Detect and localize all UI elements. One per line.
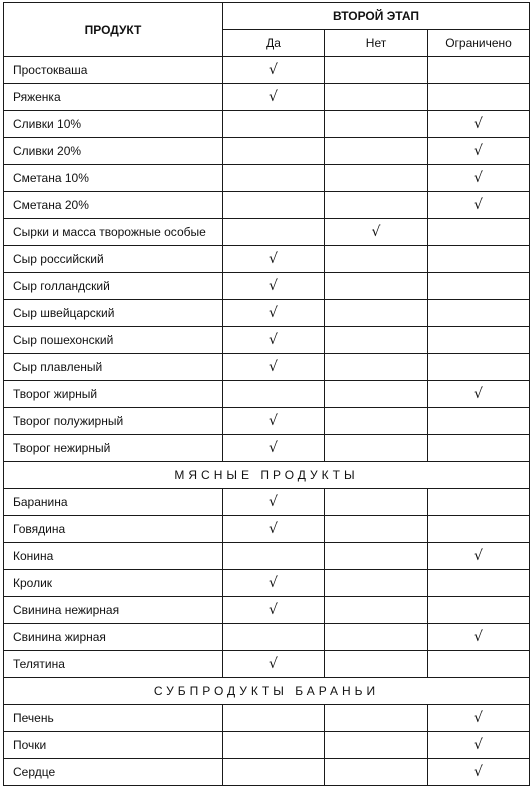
- cell-yes: [223, 651, 325, 678]
- header-no: Нет: [325, 30, 428, 57]
- product-name: Сыр плавленый: [4, 354, 223, 381]
- table-row: [4, 219, 530, 246]
- table-row: [4, 327, 530, 354]
- cell-limited: [428, 354, 530, 381]
- product-name: Творог полужирный: [4, 408, 223, 435]
- cell-yes: [223, 327, 325, 354]
- product-name: Почки: [4, 732, 223, 759]
- product-name: Кролик: [4, 570, 223, 597]
- product-name: Телятина: [4, 651, 223, 678]
- cell-no: [325, 192, 428, 219]
- cell-yes: [223, 111, 325, 138]
- cell-limited: [428, 435, 530, 462]
- check-mark-icon: √: [269, 602, 278, 618]
- check-mark-icon: √: [269, 413, 278, 429]
- cell-yes: [223, 300, 325, 327]
- product-name: Творог жирный: [4, 381, 223, 408]
- cell-yes: [223, 516, 325, 543]
- table-row: [4, 246, 530, 273]
- cell-limited: [428, 570, 530, 597]
- cell-no: [325, 111, 428, 138]
- check-mark-icon: √: [269, 332, 278, 348]
- cell-yes: [223, 273, 325, 300]
- cell-no: [325, 651, 428, 678]
- cell-yes: [223, 246, 325, 273]
- cell-limited: [428, 759, 530, 786]
- check-mark-icon: √: [371, 224, 381, 240]
- cell-no: [325, 84, 428, 111]
- cell-no: [325, 597, 428, 624]
- cell-yes: [223, 543, 325, 570]
- cell-yes: [223, 570, 325, 597]
- check-mark-icon: √: [474, 116, 483, 132]
- header-product: ПРОДУКТ: [4, 3, 223, 57]
- cell-limited: [428, 651, 530, 678]
- table-row: [4, 435, 530, 462]
- check-mark-icon: √: [269, 575, 278, 591]
- product-name: Сердце: [4, 759, 223, 786]
- cell-limited: [428, 516, 530, 543]
- cell-yes: [223, 381, 325, 408]
- cell-yes: [223, 219, 325, 246]
- cell-no: [325, 435, 428, 462]
- cell-yes: [223, 57, 325, 84]
- cell-no: [325, 705, 428, 732]
- check-mark-icon: √: [269, 359, 278, 375]
- check-mark-icon: √: [474, 764, 483, 780]
- cell-yes: [223, 165, 325, 192]
- product-name: Простокваша: [4, 57, 223, 84]
- product-name: Сыр пошехонский: [4, 327, 223, 354]
- check-mark-icon: √: [474, 197, 483, 213]
- table-row: [4, 624, 530, 651]
- section-header-row: [4, 678, 530, 705]
- cell-limited: [428, 543, 530, 570]
- product-name: Сыр швейцарский: [4, 300, 223, 327]
- section-header-row: [4, 462, 530, 489]
- product-name: Сметана 10%: [4, 165, 223, 192]
- check-mark-icon: √: [474, 170, 483, 186]
- cell-limited: [428, 624, 530, 651]
- cell-no: [325, 624, 428, 651]
- cell-limited: [428, 300, 530, 327]
- table-row: [4, 543, 530, 570]
- cell-no: [325, 516, 428, 543]
- cell-limited: [428, 246, 530, 273]
- product-name: Творог нежирный: [4, 435, 223, 462]
- table-row: [4, 489, 530, 516]
- table-row: [4, 57, 530, 84]
- cell-limited: [428, 138, 530, 165]
- check-mark-icon: √: [474, 143, 483, 159]
- cell-limited: [428, 84, 530, 111]
- cell-limited: [428, 165, 530, 192]
- table-row: [4, 732, 530, 759]
- cell-no: [325, 354, 428, 381]
- cell-no: [325, 408, 428, 435]
- section-title: СУБПРОДУКТЫ БАРАНЬИ: [4, 678, 530, 705]
- check-mark-icon: √: [269, 305, 278, 321]
- check-mark-icon: √: [474, 548, 483, 564]
- product-name: Сметана 20%: [4, 192, 223, 219]
- check-mark-icon: √: [269, 440, 278, 456]
- cell-no: [325, 381, 428, 408]
- product-name: Сырки и масса творожные особые: [4, 219, 223, 246]
- cell-limited: [428, 705, 530, 732]
- cell-yes: [223, 354, 325, 381]
- cell-yes: [223, 138, 325, 165]
- table-row: [4, 354, 530, 381]
- cell-limited: [428, 57, 530, 84]
- diet-table: [3, 2, 530, 786]
- cell-yes: [223, 759, 325, 786]
- table-row: [4, 705, 530, 732]
- product-name: Сыр российский: [4, 246, 223, 273]
- cell-limited: [428, 381, 530, 408]
- table-row: [4, 516, 530, 543]
- product-name: Сливки 10%: [4, 111, 223, 138]
- check-mark-icon: √: [269, 89, 278, 105]
- product-name: Ряженка: [4, 84, 223, 111]
- cell-no: [325, 570, 428, 597]
- product-name: Говядина: [4, 516, 223, 543]
- cell-no: [325, 246, 428, 273]
- check-mark-icon: √: [269, 251, 278, 267]
- table-row: [4, 570, 530, 597]
- cell-no: [325, 165, 428, 192]
- cell-yes: [223, 435, 325, 462]
- cell-limited: [428, 192, 530, 219]
- check-mark-icon: √: [474, 710, 483, 726]
- product-name: Конина: [4, 543, 223, 570]
- check-mark-icon: √: [269, 521, 278, 537]
- check-mark-icon: √: [474, 737, 483, 753]
- cell-limited: [428, 111, 530, 138]
- product-name: Свинина жирная: [4, 624, 223, 651]
- cell-yes: [223, 192, 325, 219]
- cell-no: [325, 543, 428, 570]
- table-row: [4, 300, 530, 327]
- check-mark-icon: √: [269, 494, 278, 510]
- cell-limited: [428, 597, 530, 624]
- cell-limited: [428, 273, 530, 300]
- cell-yes: [223, 489, 325, 516]
- cell-no: [325, 57, 428, 84]
- header-limited: Ограничено: [428, 30, 530, 57]
- table-row: [4, 111, 530, 138]
- check-mark-icon: √: [269, 656, 278, 672]
- header-yes: Да: [223, 30, 325, 57]
- cell-yes: [223, 624, 325, 651]
- cell-no: [325, 327, 428, 354]
- check-mark-icon: √: [474, 386, 483, 402]
- cell-limited: [428, 489, 530, 516]
- header-second-stage: ВТОРОЙ ЭТАП: [223, 3, 530, 30]
- table-row: [4, 84, 530, 111]
- table-row: [4, 273, 530, 300]
- cell-no: [325, 489, 428, 516]
- cell-limited: [428, 408, 530, 435]
- check-mark-icon: √: [269, 62, 278, 78]
- table-row: [4, 597, 530, 624]
- table-row: [4, 408, 530, 435]
- product-name: Сыр голландский: [4, 273, 223, 300]
- cell-yes: [223, 597, 325, 624]
- cell-yes: [223, 732, 325, 759]
- cell-no: [325, 219, 428, 246]
- product-name: Печень: [4, 705, 223, 732]
- cell-yes: [223, 705, 325, 732]
- table-row: [4, 138, 530, 165]
- cell-limited: [428, 732, 530, 759]
- cell-limited: [428, 327, 530, 354]
- cell-no: [325, 732, 428, 759]
- table-row: [4, 381, 530, 408]
- cell-no: [325, 759, 428, 786]
- cell-yes: [223, 408, 325, 435]
- table-row: [4, 192, 530, 219]
- section-title: МЯСНЫЕ ПРОДУКТЫ: [4, 462, 530, 489]
- check-mark-icon: √: [474, 629, 483, 645]
- table-body: [4, 57, 530, 786]
- cell-no: [325, 300, 428, 327]
- product-name: Баранина: [4, 489, 223, 516]
- cell-yes: [223, 84, 325, 111]
- table-row: [4, 651, 530, 678]
- cell-no: [325, 138, 428, 165]
- table-row: [4, 165, 530, 192]
- product-name: Свинина нежирная: [4, 597, 223, 624]
- cell-no: [325, 273, 428, 300]
- check-mark-icon: √: [269, 278, 278, 294]
- table-row: [4, 759, 530, 786]
- cell-limited: [428, 219, 530, 246]
- product-name: Сливки 20%: [4, 138, 223, 165]
